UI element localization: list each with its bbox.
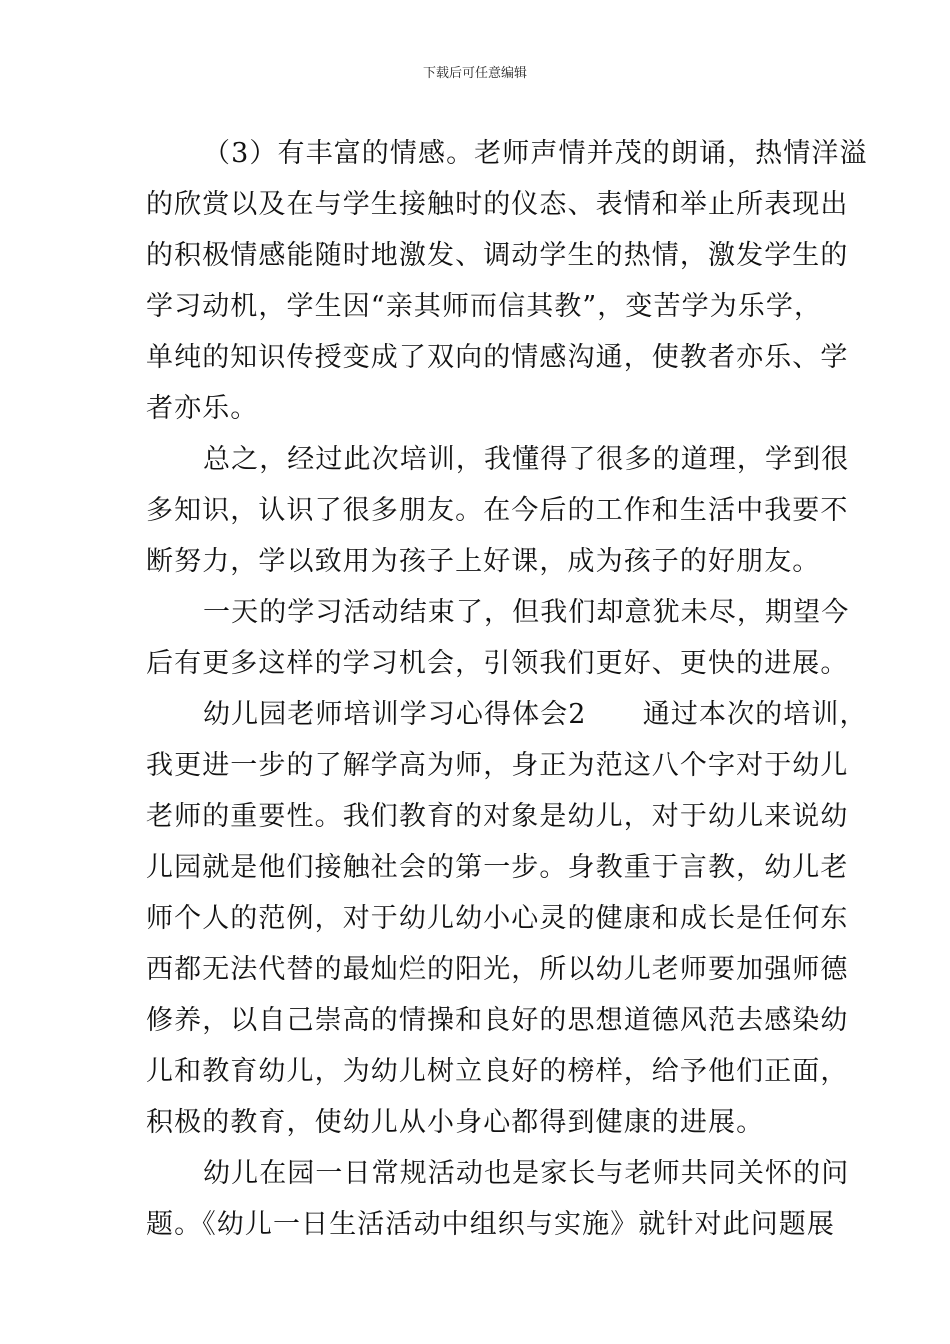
document-body [146,128,868,1250]
text-line: 多知识，认识了很多朋友。在今后的工作和生活中我要不 [146,495,849,526]
text-line: 儿园就是他们接触社会的第一步。身教重于言教，幼儿老 [146,852,849,883]
text-line: 者亦乐。 [146,393,259,424]
text-line: 的积极情感能随时地激发、调动学生的热情，激发学生的 [146,240,849,271]
text-line: 师个人的范例，对于幼儿幼小心灵的健康和成长是任何东 [146,903,849,934]
text-line: 学习动机，学生因“亲其师而信其教”，变苦学为乐学， [146,291,823,322]
text-line: （3）有丰富的情感。老师声情并茂的朗诵，热情洋溢 [203,138,868,169]
text-line: 的欣赏以及在与学生接触时的仪态、表情和举止所表现出 [146,189,849,220]
text-line: 总之，经过此次培训，我懂得了很多的道理，学到很 [203,444,850,475]
text-line: 我更进一步的了解学高为师，身正为范这八个字对于幼儿 [146,750,849,781]
text-line: 西都无法代替的最灿烂的阳光，所以幼儿老师要加强师德 [146,954,849,985]
text-line: 断努力，学以致用为孩子上好课，成为孩子的好朋友。 [146,546,821,577]
text-line: 一天的学习活动结束了，但我们却意犹未尽，期望今 [203,597,850,628]
text-line: 幼儿园老师培训学习心得体会2 通过本次的培训， [203,699,868,730]
page-header-note: 下载后可任意编辑 [422,66,527,81]
text-line: 积极的教育，使幼儿从小身心都得到健康的进展。 [146,1107,765,1138]
text-line: 儿和教育幼儿，为幼儿树立良好的榜样，给予他们正面， [146,1056,849,1087]
text-line: 幼儿在园一日常规活动也是家长与老师共同关怀的问 [203,1158,850,1189]
text-line: 老师的重要性。我们教育的对象是幼儿，对于幼儿来说幼 [146,801,849,832]
text-line: 题。《幼儿一日生活活动中组织与实施》就针对此问题展 [146,1209,835,1240]
text-line: 后有更多这样的学习机会，引领我们更好、更快的进展。 [146,648,849,679]
text-line: 修养，以自己崇高的情操和良好的思想道德风范去感染幼 [146,1005,849,1036]
text-line: 单纯的知识传授变成了双向的情感沟通，使教者亦乐、学 [146,342,849,373]
